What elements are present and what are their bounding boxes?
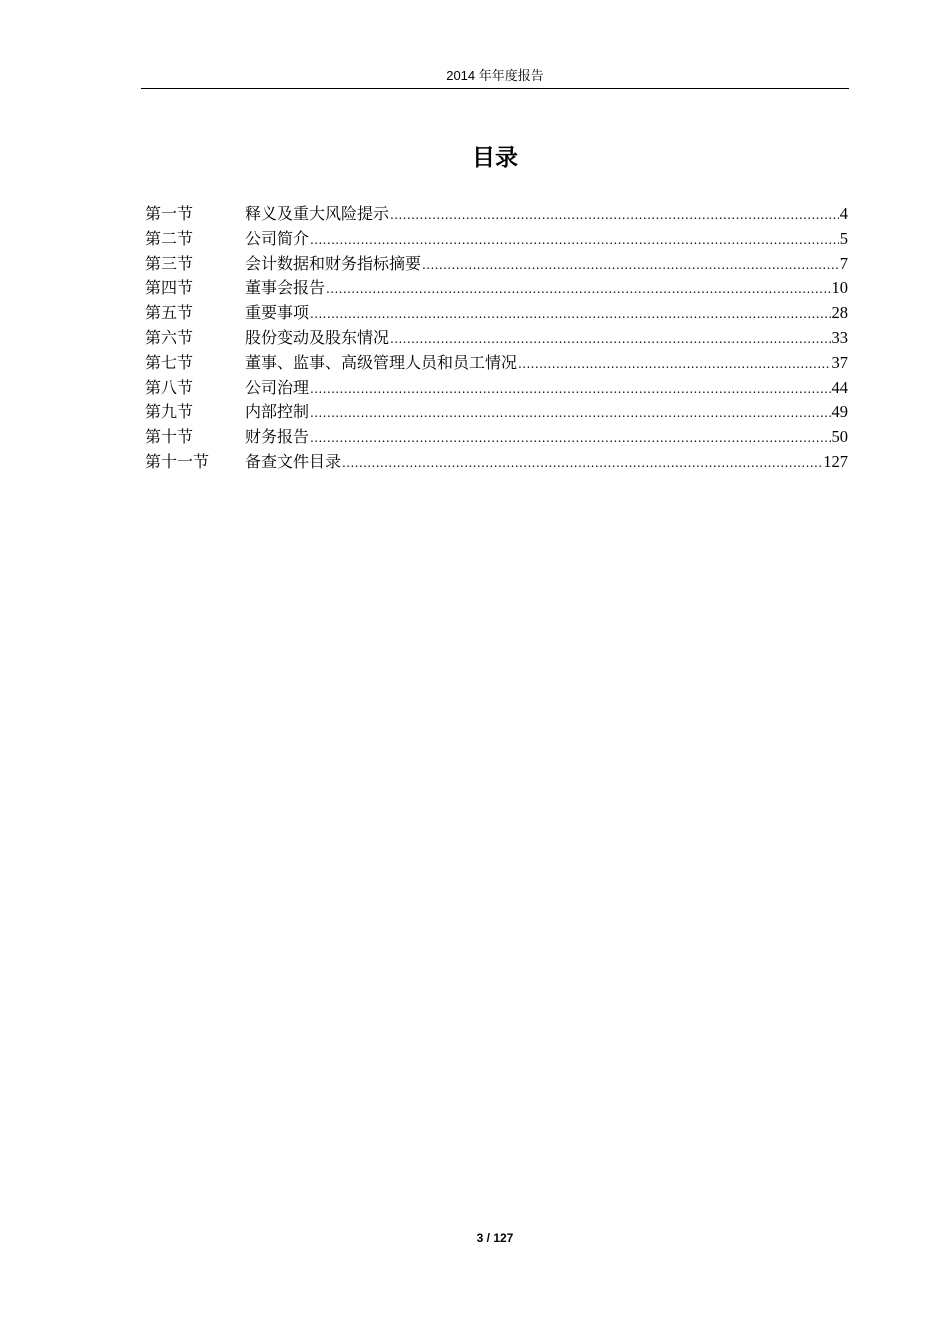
toc-entry-label: 重要事项 — [245, 303, 310, 323]
toc-entry-label: 董事会报告 — [245, 278, 326, 298]
toc-entry[interactable] — [145, 425, 848, 450]
toc-entry-number: 第六节 — [145, 327, 194, 347]
toc-dot-leader — [310, 228, 839, 253]
toc-entry-page: 127 — [823, 451, 848, 471]
running-header: 2014 年年度报告 — [446, 68, 544, 83]
toc-entry-page: 7 — [839, 253, 848, 273]
toc-dot-leader — [310, 426, 830, 451]
toc-entry-number: 第一节 — [145, 204, 194, 223]
toc-entry-page: 33 — [831, 327, 848, 347]
toc-entry-page: 28 — [831, 303, 848, 323]
toc-entry-number: 第十节 — [145, 427, 194, 447]
toc-entry-label: 股份变动及股东情况 — [245, 327, 390, 347]
toc-entry[interactable] — [145, 326, 848, 351]
toc-dot-leader — [390, 327, 830, 352]
toc-entry-label: 财务报告 — [245, 427, 310, 447]
toc-entry[interactable] — [145, 227, 848, 252]
toc-title: 目录 — [472, 145, 518, 171]
toc-entry-label: 内部控制 — [245, 402, 310, 422]
toc-entry-number: 第三节 — [145, 253, 194, 273]
toc-entry-label: 会计数据和财务指标摘要 — [245, 253, 422, 273]
toc-entry-page: 4 — [839, 204, 848, 223]
toc-dot-leader — [422, 253, 839, 278]
toc-dot-leader — [518, 352, 830, 377]
toc-entry-number: 第八节 — [145, 377, 194, 397]
toc-entry-number: 第四节 — [145, 278, 194, 298]
toc-entry[interactable] — [145, 202, 848, 227]
toc-dot-leader — [310, 377, 830, 402]
toc-entry-page: 44 — [831, 377, 848, 397]
toc-entry-label: 释义及重大风险提示 — [245, 204, 390, 223]
toc-entry-number: 第九节 — [145, 402, 194, 422]
toc-dot-leader — [390, 203, 839, 228]
toc-entry-number: 第五节 — [145, 303, 194, 323]
toc-entry-number: 第十一节 — [145, 451, 210, 471]
toc-entry[interactable] — [145, 301, 848, 326]
header-rule — [141, 88, 849, 89]
toc-entry[interactable] — [145, 252, 848, 277]
toc-entry[interactable] — [145, 450, 848, 475]
toc-entry-number: 第二节 — [145, 228, 194, 248]
toc-entry[interactable] — [145, 400, 848, 425]
toc-dot-leader — [310, 401, 830, 426]
toc-entry-page: 37 — [831, 352, 848, 372]
toc-entry-page: 50 — [831, 427, 848, 447]
toc-entry-number: 第七节 — [145, 352, 194, 372]
toc-dot-leader — [342, 451, 822, 476]
toc-entry-page: 49 — [831, 402, 848, 422]
toc-entry-label: 公司简介 — [245, 228, 310, 248]
toc-dot-leader — [310, 302, 830, 327]
toc-entry-page: 5 — [839, 228, 848, 248]
toc-list — [145, 202, 848, 475]
toc-entry-label: 备查文件目录 — [245, 451, 342, 471]
toc-entry-label: 公司治理 — [245, 377, 310, 397]
toc-entry[interactable] — [145, 276, 848, 301]
toc-entry[interactable] — [145, 376, 848, 401]
toc-entry[interactable] — [145, 351, 848, 376]
toc-entry-label: 董事、监事、高级管理人员和员工情况 — [245, 352, 518, 372]
toc-entry-page: 10 — [831, 278, 848, 298]
toc-dot-leader — [326, 277, 830, 302]
page-number-footer: 3 / 127 — [476, 1231, 514, 1245]
